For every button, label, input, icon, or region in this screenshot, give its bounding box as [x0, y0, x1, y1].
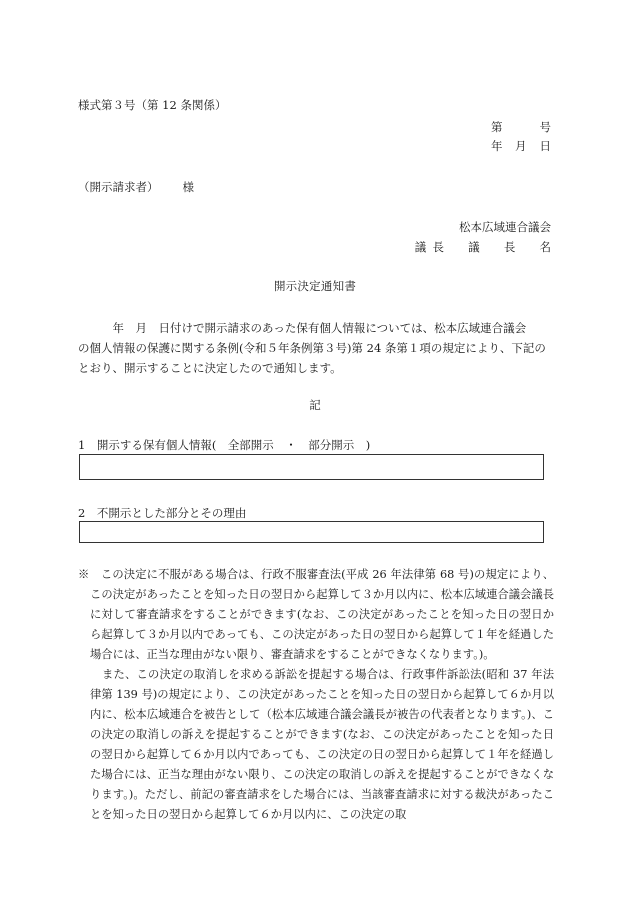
item2-box[interactable] — [79, 521, 544, 543]
item1-label: 1 開示する保有個人情報( 全部開示 ・ 部分開示 ) — [78, 438, 371, 452]
note-paragraph-1: ※ この決定に不服がある場合は、行政不服審査法(平成 26 年法律第 68 号)の規定により、この決定があったことを知った日の翌日から起算して３か月以内に、松本広域連合議会議長に対して審査請求をすることができます(なお、この決定があったことを知った日の翌日から起算して３か月以内であっても、この決定があった日の翌日から起算して１年を経過した場合には、正当な理由がない限り、審査請求をすることができなくなります。)。 — [78, 568, 554, 661]
number-dai: 第 — [491, 120, 503, 134]
addressee-label: （開示請求者） — [78, 180, 159, 194]
body-line: の個人情報の保護に関する条例(令和５年条例第３号)第 24 条第１項の規定により、下記の — [78, 341, 546, 355]
date-month: 月 — [515, 139, 527, 153]
body-line: とおり、開示することに決定したので通知します。 — [78, 361, 342, 375]
body-text — [78, 318, 553, 378]
addressee — [78, 179, 194, 195]
notes — [78, 565, 554, 825]
sender-organization: 松本広域連合議会 — [459, 220, 551, 234]
date-day: 日 — [539, 139, 551, 153]
addressee-honorific: 様 — [182, 180, 194, 194]
note-paragraph-2: また、この決定の取消しを求める訴訟を提起する場合は、行政事件訴訟法(昭和 37 年法律第 139 号)の規定により、この決定があったことを知った日の翌日から起算して６か月以内に、松本広域連合を被告として（松本広域連合議会議長が被告の代表者となります。)、この決定の取消しの訴えを提起することができます(なお、この決定があったことを知った日の翌日から起算して６か月以内であっても、この決定の日の翌日から起算して１年を経過した場合には、正当な理由がない限り、この決定の取消しの訴えを提起することができなくなります。)。ただし、前記の審査請求をした場合には、当該審査請求に対する裁決があったことを知った日の翌日から起算して６か月以内に、この決定の取 — [90, 668, 554, 821]
item2-label: 2 不開示とした部分とその理由 — [78, 506, 247, 520]
document-title: 開示決定通知書 — [273, 279, 357, 293]
number-go: 号 — [539, 120, 551, 134]
item1-box[interactable] — [79, 454, 544, 480]
form-label: 様式第３号（第 12 条関係） — [78, 98, 227, 112]
body-line: 年 月 日付けで開示請求のあった保有個人情報については、松本広域連合議会 — [78, 321, 527, 335]
sender-title: 議長 議 長 名 — [414, 240, 558, 254]
ki-heading: 記 — [309, 398, 321, 412]
date-year: 年 — [491, 139, 503, 153]
